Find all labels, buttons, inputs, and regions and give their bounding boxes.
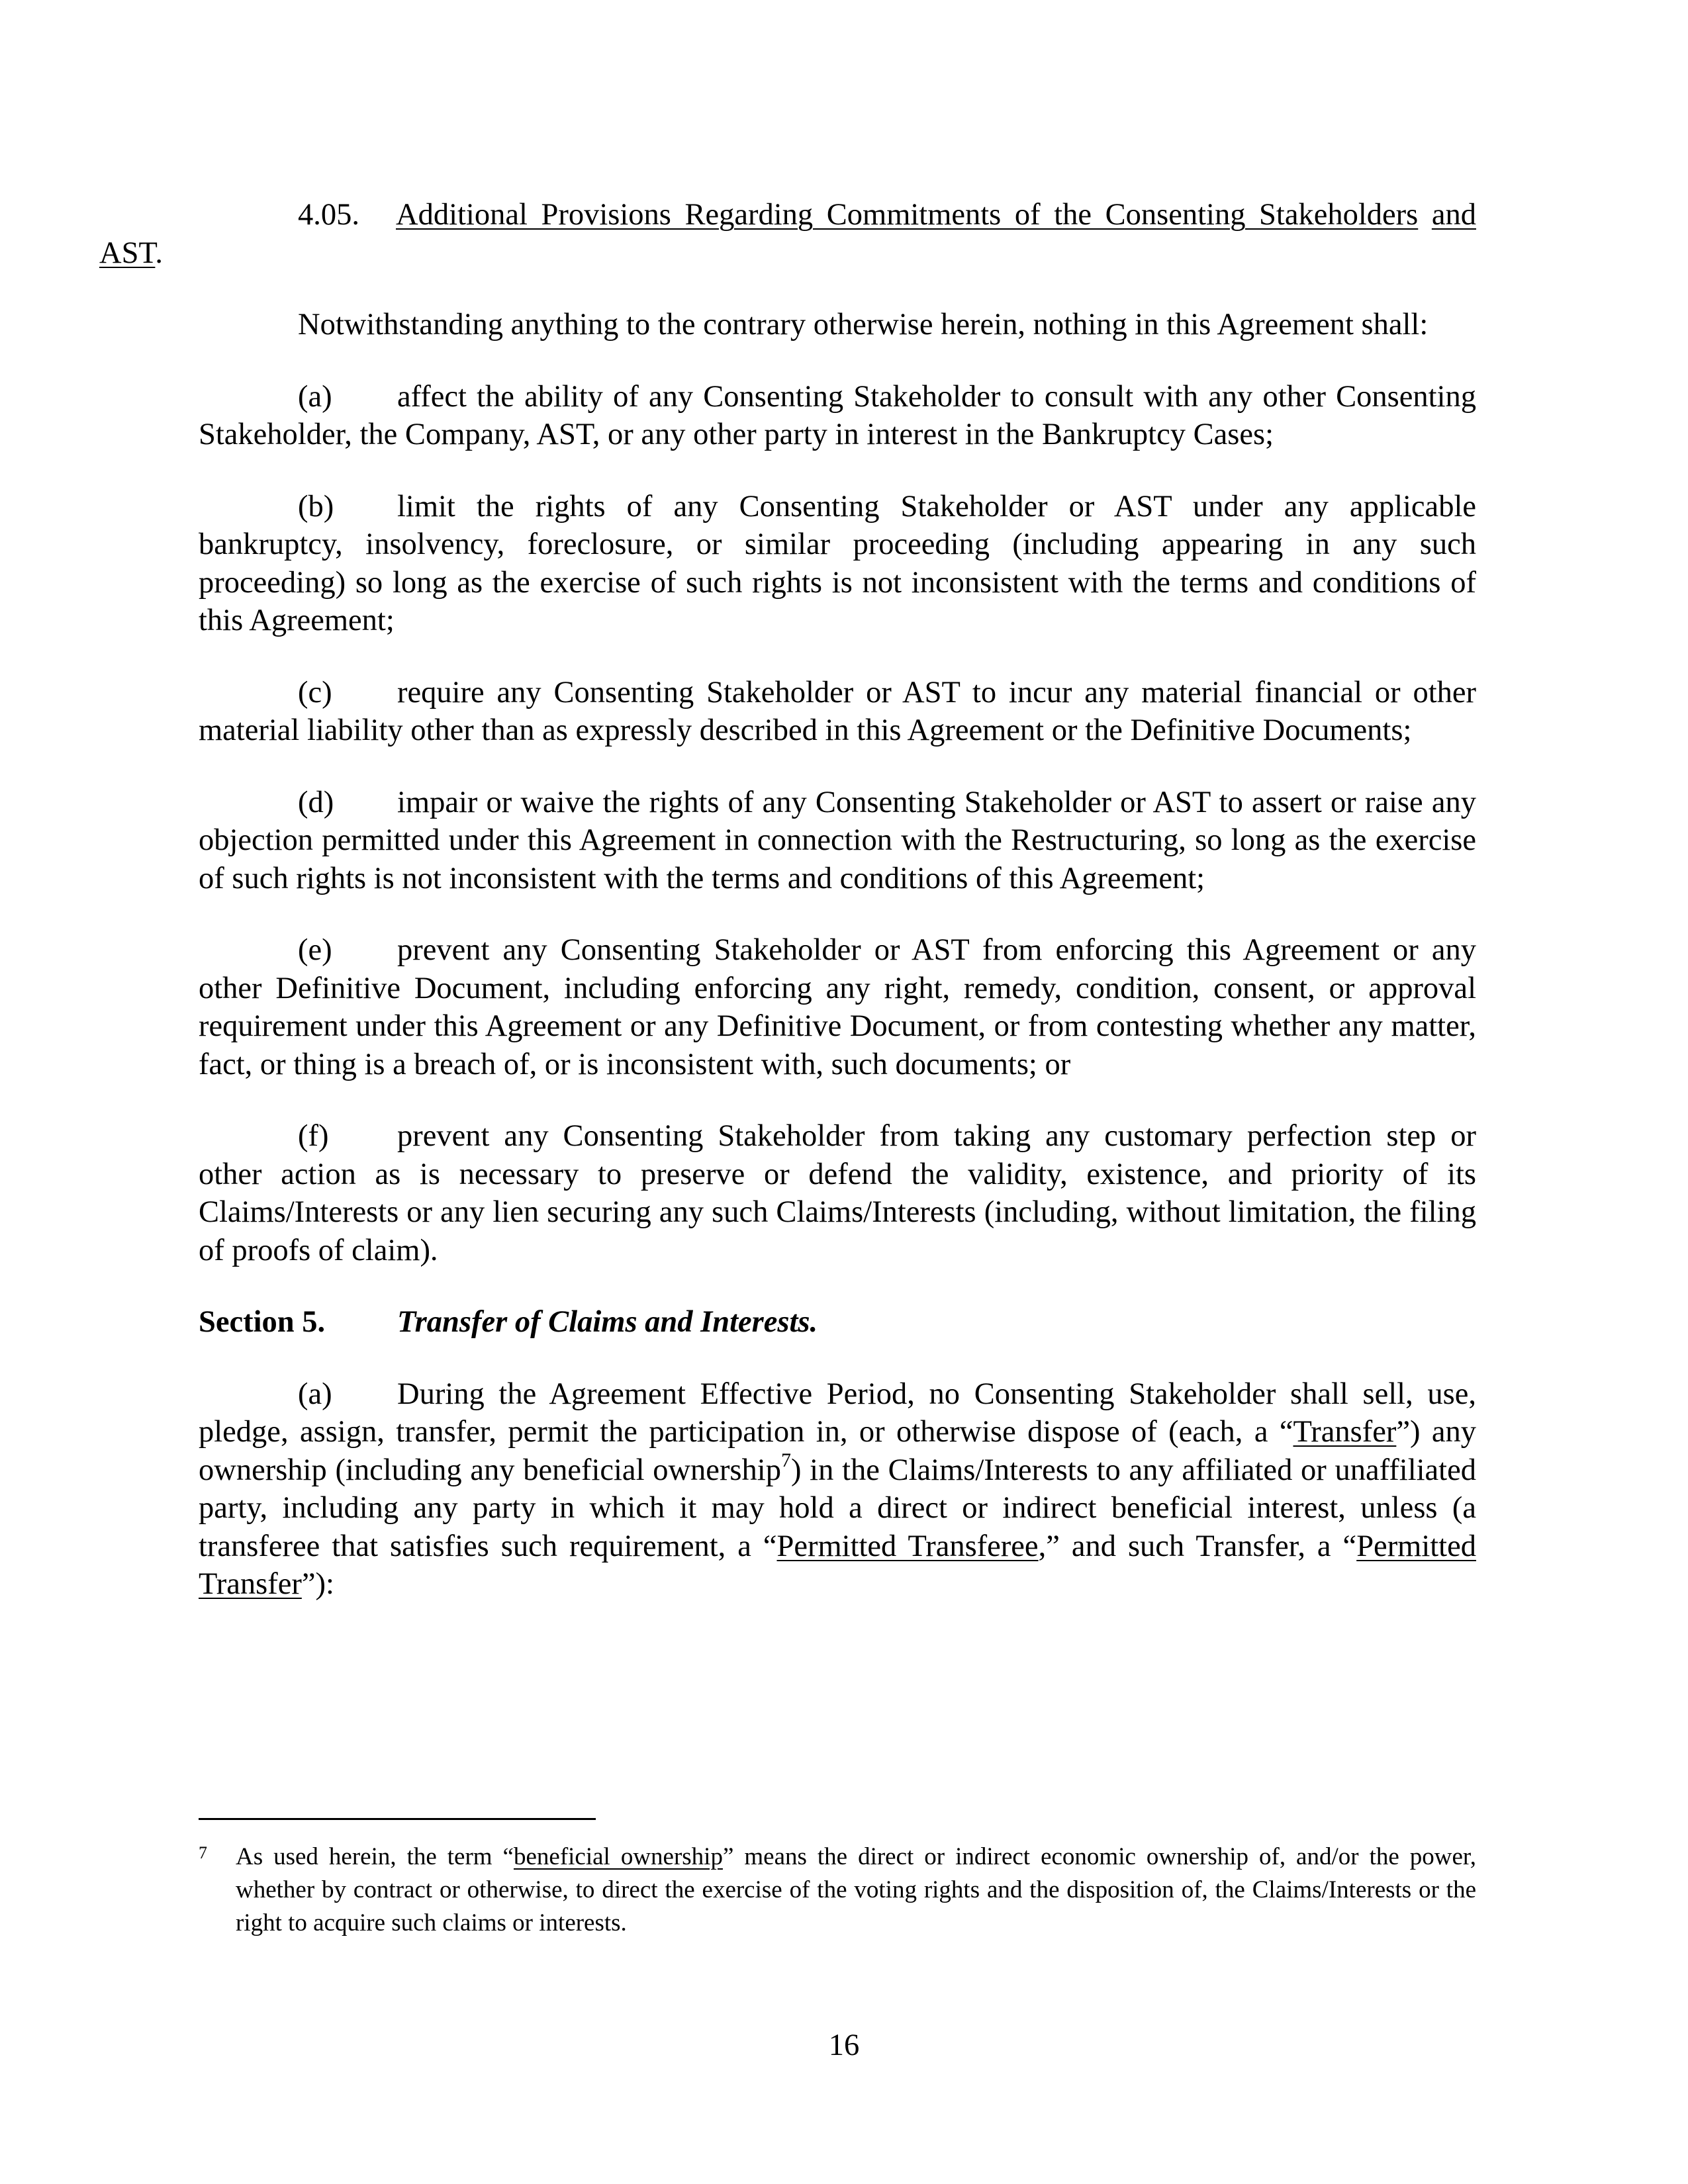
- footnote-separator: [199, 1818, 596, 1820]
- footnote: 7 As used herein, the term “beneficial ownership” means the direct or indirect economic ownership of, and/or the power, whether by contract or otherwise, to direct the exercise of the voting rights and the disposition of, the Claims/Interests or the right to acquire such claims or interests.: [199, 1841, 1476, 1940]
- section-paragraph: (a) During the Agreement Effective Period, no Consenting Stakeholder shall sell, use, pledge, assign, transfer, permit the participation in, or otherwise dispose of (each, a “Transfer”) any ownership (including any beneficial ownership$^7$) in the Claims/Interests to any affiliated or unaffiliated party, including any party in which it may hold a direct or indirect beneficial interest, unless (a transferee that satisfies such requirement, a “Permitted Transferee,” and such Transfer, a “Permitted Transfer”):: [199, 1375, 1476, 1604]
- defined-term-permitted-transfer: Permitted Transfer: [199, 1529, 1476, 1601]
- section-number: Section 5.: [199, 1305, 326, 1339]
- list-item-label: (a): [298, 379, 332, 414]
- footnote-reference[interactable]: 7: [780, 1449, 791, 1471]
- defined-term-permitted-transferee: Permitted Transferee: [776, 1529, 1039, 1563]
- section-heading: [199, 1303, 1476, 1342]
- list-item-text: impair or waive the rights of any Consenting Stakeholder or AST to assert or raise any objection permitted under this Agreement in connection with the Restructuring, so long as the exercise of such rights is not inconsistent with the terms and conditions of this Agreement;: [199, 785, 1476, 895]
- paragraph-label: (a): [298, 1377, 332, 1411]
- defined-term-transfer: Transfer: [1293, 1415, 1397, 1449]
- list-item-text: prevent any Consenting Stakeholder or AST from enforcing this Agreement or any other Definitive Document, including enforcing any right, remedy, condition, consent, or approval requirement under this Agreement or any Definitive Document, or from contesting whether any matter, fact, or thing is a breach of, or is inconsistent with, such documents; or: [199, 933, 1476, 1081]
- subsection-title-continued: and AST: [99, 198, 1476, 270]
- page-number: 16: [828, 2028, 860, 2062]
- list-item-label: (b): [298, 489, 334, 523]
- list-item: [199, 378, 1476, 454]
- list-item-label: (f): [298, 1119, 329, 1153]
- intro-paragraph: Notwithstanding anything to the contrary otherwise herein, nothing in this Agreement shall:: [298, 308, 1429, 341]
- list-item-text: affect the ability of any Consenting Stakeholder to consult with any other Consenting Stakeholder, the Company, AST, or any other party in interest in the Bankruptcy Cases;: [199, 379, 1476, 451]
- list-item: [199, 931, 1476, 1083]
- subsection-title: Additional Provisions Regarding Commitments of the Consenting Stakeholders: [396, 198, 1419, 232]
- list-item-label: (c): [298, 675, 332, 709]
- list-item: [199, 1117, 1476, 1269]
- list-item-label: (d): [298, 785, 334, 819]
- subsection-heading: 4.05. Additional Provisions Regarding Commitments of the Consenting Stakeholders and AST.: [99, 196, 1476, 272]
- list-item-text: limit the rights of any Consenting Stakeholder or AST under any applicable bankruptcy, insolvency, foreclosure, or similar proceeding (including appearing in any such proceeding) so long as the exercise of such rights is not inconsistent with the terms and conditions of this Agreement;: [199, 489, 1476, 637]
- list-item: [199, 674, 1476, 750]
- list-item: [199, 784, 1476, 898]
- list-item: [199, 488, 1476, 640]
- list-item-label: (e): [298, 933, 332, 967]
- body-text: [99, 196, 1476, 1637]
- defined-term-beneficial-ownership: beneficial ownership: [513, 1843, 723, 1870]
- footnote-mark: 7: [199, 1843, 207, 1862]
- subsection-number: 4.05.: [298, 198, 359, 232]
- list-item-text: prevent any Consenting Stakeholder from taking any customary perfection step or other action as is necessary to preserve or defend the validity, existence, and priority of its Claims/Interests or any lien securing any such Claims/Interests (including, without limitation, the filing of proofs of claim).: [199, 1119, 1476, 1267]
- list-item-text: require any Consenting Stakeholder or AST to incur any material financial or other material liability other than as expressly described in this Agreement or the Definitive Documents;: [199, 675, 1476, 747]
- section-title: Transfer of Claims and Interests.: [397, 1305, 818, 1339]
